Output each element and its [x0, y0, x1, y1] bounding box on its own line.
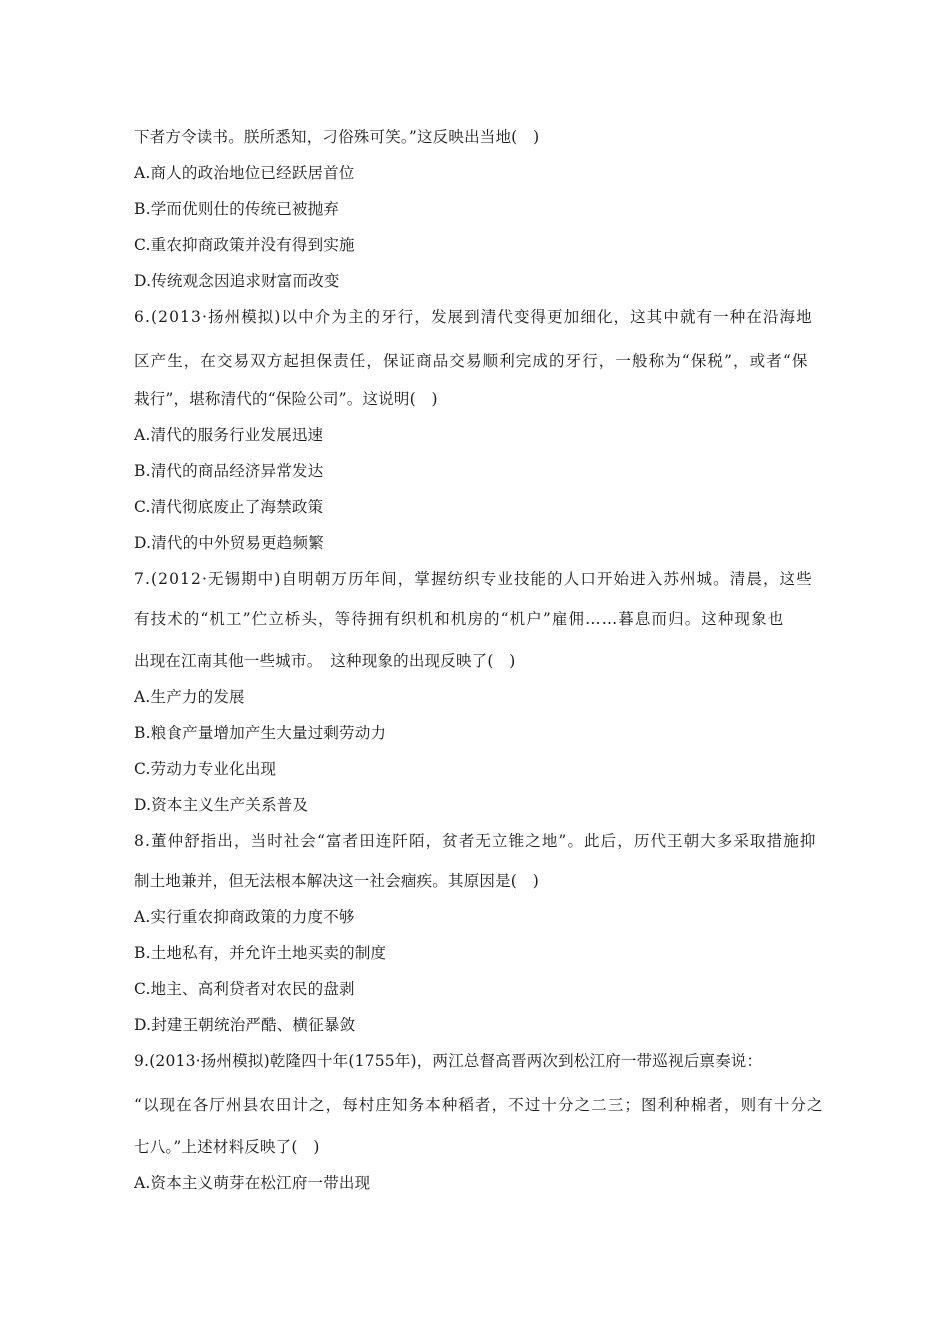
question-6-text: 6.(2013·扬州模拟)以中介为主的牙行，发展到清代变得更加细化，这其中就有一种在沿海地 [134, 308, 813, 326]
text-line: 下者方令读书。朕所悉知，刁俗殊可笑。”这反映出当地( ) [134, 128, 540, 146]
option-line: C.清代彻底废止了海禁政策 [134, 498, 324, 516]
option-line: C.地主、高利贷者对农民的盘剥 [134, 980, 355, 998]
option-line: B.学而优则仕的传统已被抛弃 [134, 200, 340, 218]
question-9-text: 9.(2013·扬州模拟)乾隆四十年(1755年)，两江总督高晋两次到松江府一带巡视后禀奏说： [134, 1052, 763, 1070]
option-line: D.封建王朝统治严酷、横征暴敛 [134, 1016, 356, 1034]
question-8-text: 8.董仲舒指出，当时社会“富者田连阡陌，贫者无立锥之地”。此后，历代王朝大多采取措施抑 [134, 832, 817, 850]
option-line: A.商人的政治地位已经跃居首位 [134, 164, 355, 182]
option-line: A.资本主义萌芽在松江府一带出现 [134, 1174, 371, 1192]
option-line: C.劳动力专业化出现 [134, 760, 277, 778]
question-7-text: 出现在江南其他一些城市。 这种现象的出现反映了( ) [134, 652, 516, 670]
question-8-text: 制土地兼并，但无法根本解决这一社会痼疾。其原因是( ) [134, 872, 539, 890]
question-7-text: 有技术的“机工”伫立桥头，等待拥有织机和机房的“机户”雇佣……暮息而归。这种现象也 [134, 610, 785, 628]
option-line: C.重农抑商政策并没有得到实施 [134, 236, 355, 254]
question-9-text: “以现在各厅州县农田计之，每村庄知务本种稻者，不过十分之二三；图利种棉者，则有十分之 [134, 1096, 824, 1114]
option-line: D.清代的中外贸易更趋频繁 [134, 534, 324, 552]
option-line: B.粮食产量增加产生大量过剩劳动力 [134, 724, 387, 742]
option-line: A.生产力的发展 [134, 688, 245, 706]
option-line: D.资本主义生产关系普及 [134, 796, 309, 814]
question-9-text: 七八。”上述材料反映了( ) [134, 1138, 320, 1156]
option-line: B.清代的商品经济异常发达 [134, 462, 324, 480]
option-line: D.传统观念因追求财富而改变 [134, 272, 340, 290]
option-line: A.清代的服务行业发展迅速 [134, 426, 324, 444]
option-line: A.实行重农抑商政策的力度不够 [134, 908, 355, 926]
option-line: B.土地私有，并允许土地买卖的制度 [134, 944, 387, 962]
question-6-text: 区产生，在交易双方起担保责任，保证商品交易顺利完成的牙行，一般称为“保税”，或者“保 [134, 352, 809, 370]
question-6-text: 栽行”，堪称清代的“保险公司”。这说明( ) [134, 390, 438, 408]
question-7-text: 7.(2012·无锡期中)自明朝万历年间，掌握纺织专业技能的人口开始进入苏州城。清晨，这些 [134, 570, 813, 588]
